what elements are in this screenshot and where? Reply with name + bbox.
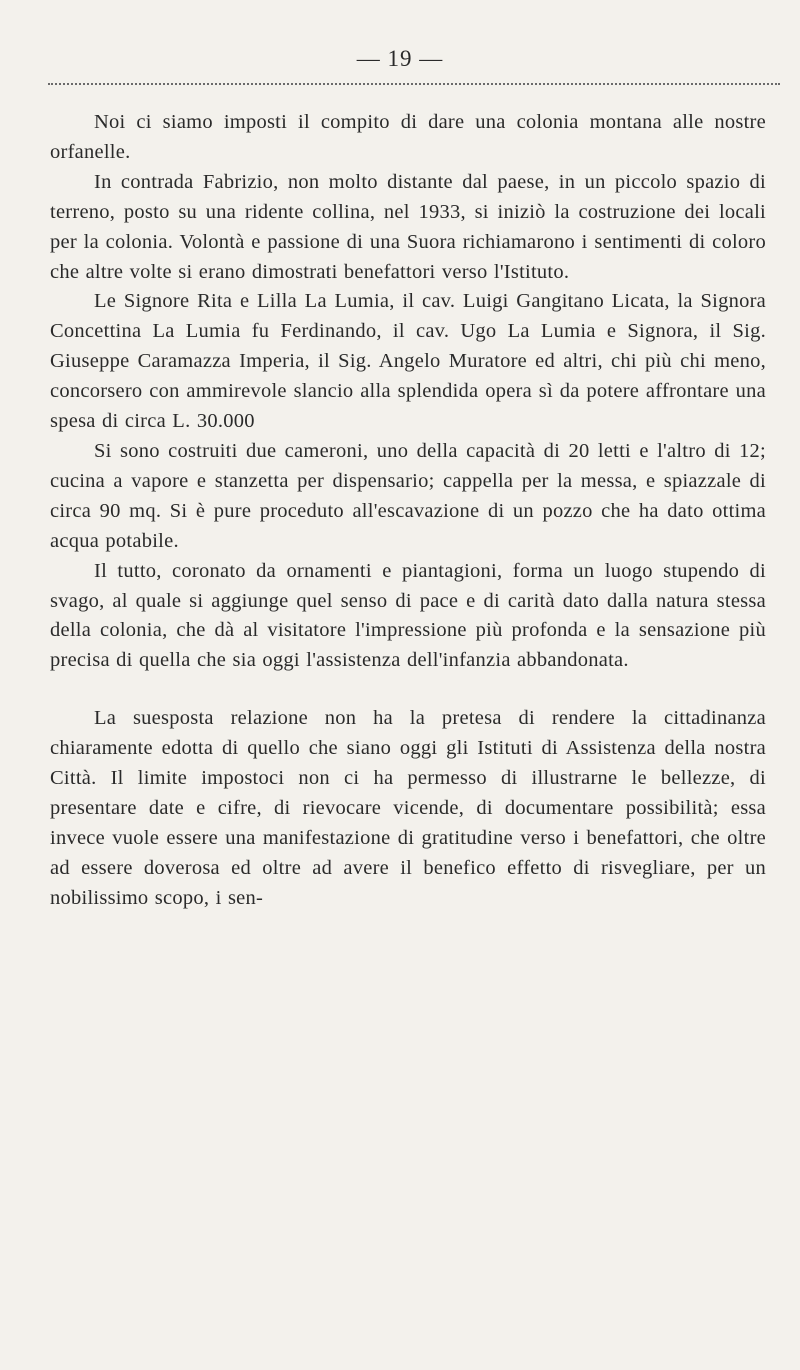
paragraph: Il tutto, coronato da ornamenti e piantagioni, forma un luogo stupendo di svago, al quale si aggiunge quel senso di pace e di carità dato dalla natura stessa della colonia, che dà al visitatore l'impressione più profonda e la sensazione più precisa di quella che sia oggi l'assistenza dell'infanzia abbandonata. xyxy=(50,559,766,672)
body-text xyxy=(50,108,766,914)
paragraph: Si sono costruiti due cameroni, uno della capacità di 20 letti e l'altro di 12; cucina a vapore e stanzetta per dispensario; cappella per la messa, e spiazzale di circa 90 mq. Si è pure proceduto all'escavazione di un pozzo che ha dato ottima acqua potabile. xyxy=(50,439,766,552)
paragraph: Le Signore Rita e Lilla La Lumia, il cav. Luigi Gangitano Licata, la Signora Concettina La Lumia fu Ferdinando, il cav. Ugo La Lumia e Signora, il Sig. Giuseppe Caramazza Imperia, il Sig. Angelo Muratore ed altri, chi più chi meno, concorsero con ammirevole slancio alla splendida opera sì da potere affrontare una spesa di circa L. 30.000 xyxy=(50,290,766,433)
paragraph: La suesposta relazione non ha la pretesa di rendere la cittadinanza chiaramente edotta di quello che siano oggi gli Istituti di Assistenza della nostra Città. Il limite impostoci non ci ha permesso di illustrarne le bellezze, di presentare date e cifre, di rievocare vicende, di documentare possibilità; essa invece vuole essere una manifestazione di gratitudine verso i benefattori, che oltre ad essere doverosa ed oltre ad avere il benefico effetto di risvegliare, per un nobilissimo scopo, i sen- xyxy=(50,707,766,909)
paragraph: In contrada Fabrizio, non molto distante dal paese, in un piccolo spazio di terreno, posto su una ridente collina, nel 1933, si iniziò la costruzione dei locali per la colonia. Volontà e passione di una Suora richiamarono i sentimenti di coloro che altre volte si erano dimostrati benefattori verso l'Istituto. xyxy=(50,170,766,283)
page-number: — 19 — xyxy=(356,46,444,71)
paragraph: Noi ci siamo imposti il compito di dare una colonia montana alle nostre orfanelle. xyxy=(50,111,766,163)
header-rule xyxy=(48,83,780,85)
